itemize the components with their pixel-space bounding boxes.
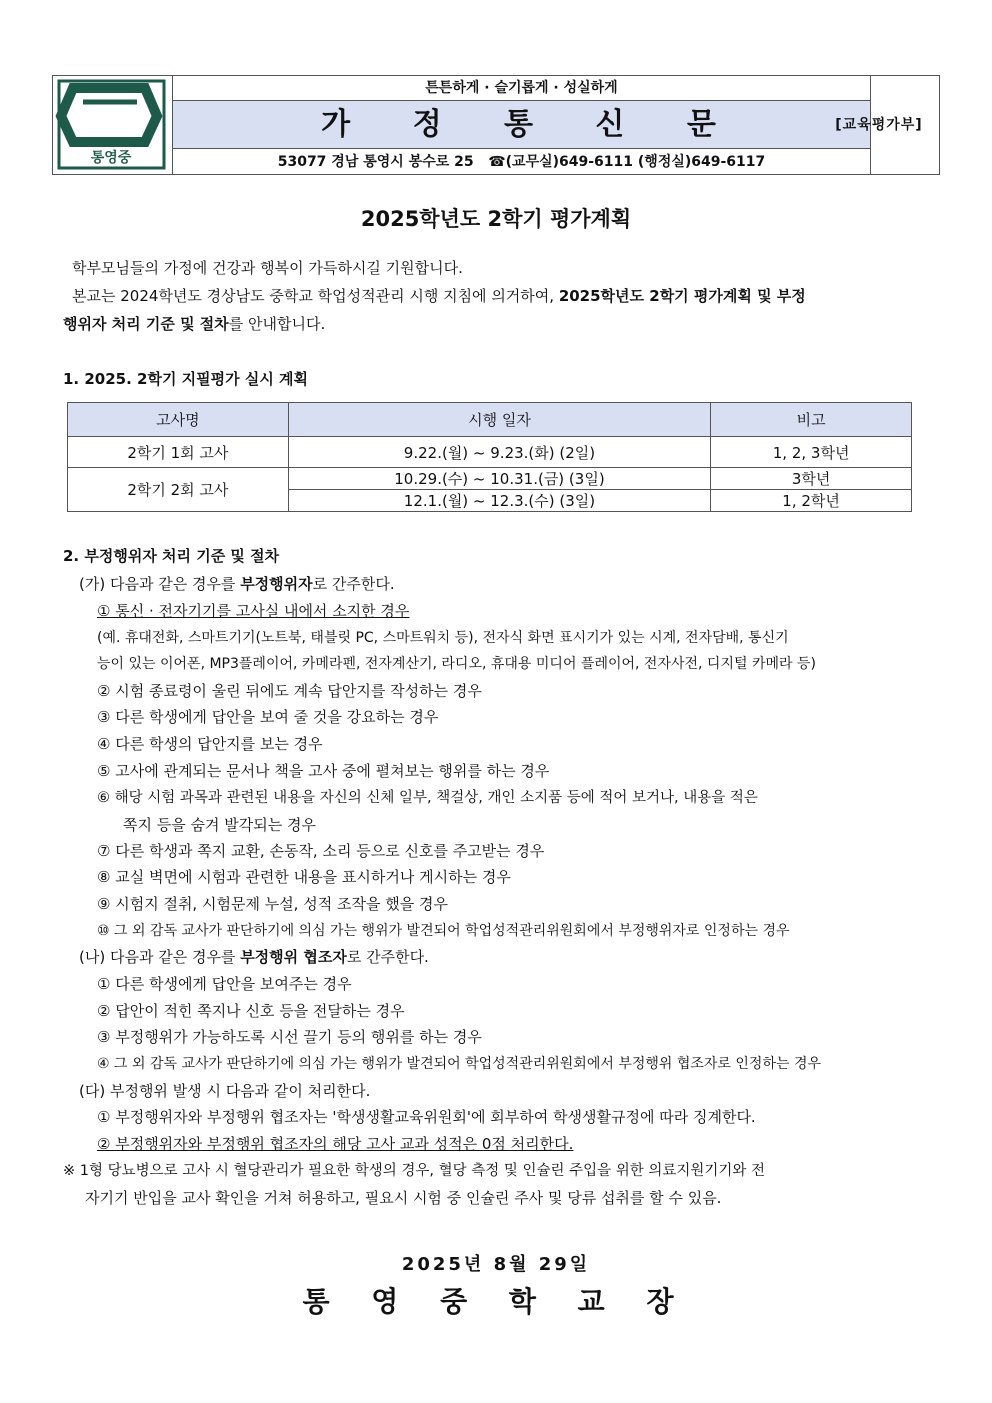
- table-header-row: [68, 403, 912, 437]
- exam-date-cell: 9.22.(월) ~ 9.23.(화) (2일): [288, 437, 711, 468]
- column-header: 시행 일자: [288, 403, 711, 437]
- list-item: ② 답안이 적힌 쪽지나 신호 등을 전달하는 경우: [97, 1002, 405, 1020]
- table-row: [68, 437, 912, 468]
- exam-note-cell: 1, 2, 3학년: [711, 437, 912, 468]
- list-item: ⑩ 그 외 감독 교사가 판단하기에 의심 가는 행위가 발견되어 학업성적관리위원회에서 부정행위자로 인정하는 경우: [97, 923, 790, 939]
- list-item-example: 능이 있는 이어폰, MP3플레이어, 카메라펜, 전자계산기, 라디오, 휴대용 미디어 플레이어, 전자사전, 디지털 카메라 등): [97, 656, 816, 672]
- clause-ga: (가) 다음과 같은 경우를 부정행위자로 간주한다.: [79, 575, 395, 593]
- exam-schedule-table: [67, 402, 912, 512]
- exam-name-cell: 2학기 1회 고사: [68, 437, 289, 468]
- principal-signature: 통 영 중 학 교 장: [302, 1285, 690, 1318]
- section1-heading: 1. 2025. 2학기 지필평가 실시 계획: [63, 370, 309, 388]
- list-item: ⑨ 시험지 절취, 시험문제 누설, 성적 조작을 했을 경우: [97, 895, 448, 913]
- intro-paragraph-line: 본교는 2024학년도 경상남도 중학교 학업성적관리 시행 지침에 의거하여, 2025학년도 2학기 평가계획 및 부정: [72, 287, 806, 305]
- list-item: ① 통신 · 전자기기를 고사실 내에서 소지한 경우: [97, 602, 410, 620]
- footnote: ※ 1형 당뇨병으로 고사 시 혈당관리가 필요한 학생의 경우, 혈당 측정 및 인슐린 주입을 위한 의료지원기기와 전: [63, 1163, 766, 1179]
- list-item: ① 부정행위자와 부정행위 협조자는 '학생생활교육위원회'에 회부하여 학생생활규정에 따라 징계한다.: [97, 1108, 756, 1126]
- column-header: 고사명: [68, 403, 289, 437]
- intro-greeting: 학부모님들의 가정에 건강과 행복이 가득하시길 기원합니다.: [72, 259, 463, 277]
- list-item: ② 부정행위자와 부정행위 협조자의 해당 고사 교과 성적은 0점 처리한다.: [97, 1135, 574, 1153]
- list-item: ② 시험 종료령이 울린 뒤에도 계속 답안지를 작성하는 경우: [97, 682, 482, 700]
- exam-date-cell: 12.1.(월) ~ 12.3.(수) (3일): [288, 490, 711, 512]
- list-item: ⑧ 교실 벽면에 시험과 관련한 내용을 표시하거나 게시하는 경우: [97, 868, 511, 886]
- list-item: ⑤ 고사에 관계되는 문서나 책을 고사 중에 펼쳐보는 행위를 하는 경우: [97, 762, 550, 780]
- exam-note-cell: 3학년: [711, 468, 912, 490]
- list-item: ⑦ 다른 학생과 쪽지 교환, 손동작, 소리 등으로 신호를 주고받는 경우: [97, 842, 545, 860]
- issue-date: 2025년 8월 29일: [401, 1254, 591, 1275]
- list-item-continued: 쪽지 등을 숨겨 발각되는 경우: [123, 816, 316, 834]
- exam-name-cell: 2학기 2회 고사: [68, 468, 289, 512]
- clause-da: (다) 부정행위 발생 시 다음과 같이 처리한다.: [79, 1082, 371, 1100]
- list-item-example: (예. 휴대전화, 스마트기기(노트북, 태블릿 PC, 스마트워치 등), 전자식 화면 표시기가 있는 시계, 전자담배, 통신기: [97, 630, 789, 646]
- table-row: [68, 468, 912, 490]
- intro-paragraph-line: 행위자 처리 기준 및 절차를 안내합니다.: [63, 315, 326, 333]
- school-emblem-icon: [53, 76, 170, 173]
- list-item: ③ 다른 학생에게 답안을 보여 줄 것을 강요하는 경우: [97, 708, 439, 726]
- list-item: ④ 다른 학생의 답안지를 보는 경우: [97, 735, 323, 753]
- department-label: [교육평가부]: [835, 117, 923, 133]
- exam-date-cell: 10.29.(수) ~ 10.31.(금) (3일): [288, 468, 711, 490]
- newsletter-header: [52, 75, 940, 175]
- footnote-continued: 자기기 반입을 교사 확인을 거쳐 허용하고, 필요시 시험 중 인슐린 주사 및 당류 섭취를 할 수 있음.: [85, 1189, 722, 1207]
- clause-na: (나) 다음과 같은 경우를 부정행위 협조자로 간주한다.: [79, 948, 429, 966]
- school-address: 53077 경남 통영시 봉수로 25 ☎(교무실)649-6111 (행정실)649-6117: [277, 154, 766, 170]
- svg-text:통영중: 통영중: [90, 150, 132, 166]
- newsletter-title: 가 정 통 신 문: [173, 101, 870, 149]
- school-logo: [53, 76, 173, 174]
- column-header: 비고: [711, 403, 912, 437]
- exam-note-cell: 1, 2학년: [711, 490, 912, 512]
- document-title: 2025학년도 2학기 평가계획: [360, 207, 632, 231]
- list-item: ⑥ 해당 시험 과목과 관련된 내용을 자신의 신체 일부, 책걸상, 개인 소지품 등에 적어 보거나, 내용을 적은: [97, 790, 758, 806]
- school-motto: 튼튼하게 · 슬기롭게 · 성실하게: [173, 76, 870, 101]
- list-item: ④ 그 외 감독 교사가 판단하기에 의심 가는 행위가 발견되어 학업성적관리위원회에서 부정행위 협조자로 인정하는 경우: [97, 1056, 822, 1072]
- section2-heading: 2. 부정행위자 처리 기준 및 절차: [63, 547, 280, 565]
- list-item: ③ 부정행위가 가능하도록 시선 끌기 등의 행위를 하는 경우: [97, 1028, 482, 1046]
- list-item: ① 다른 학생에게 답안을 보여주는 경우: [97, 975, 352, 993]
